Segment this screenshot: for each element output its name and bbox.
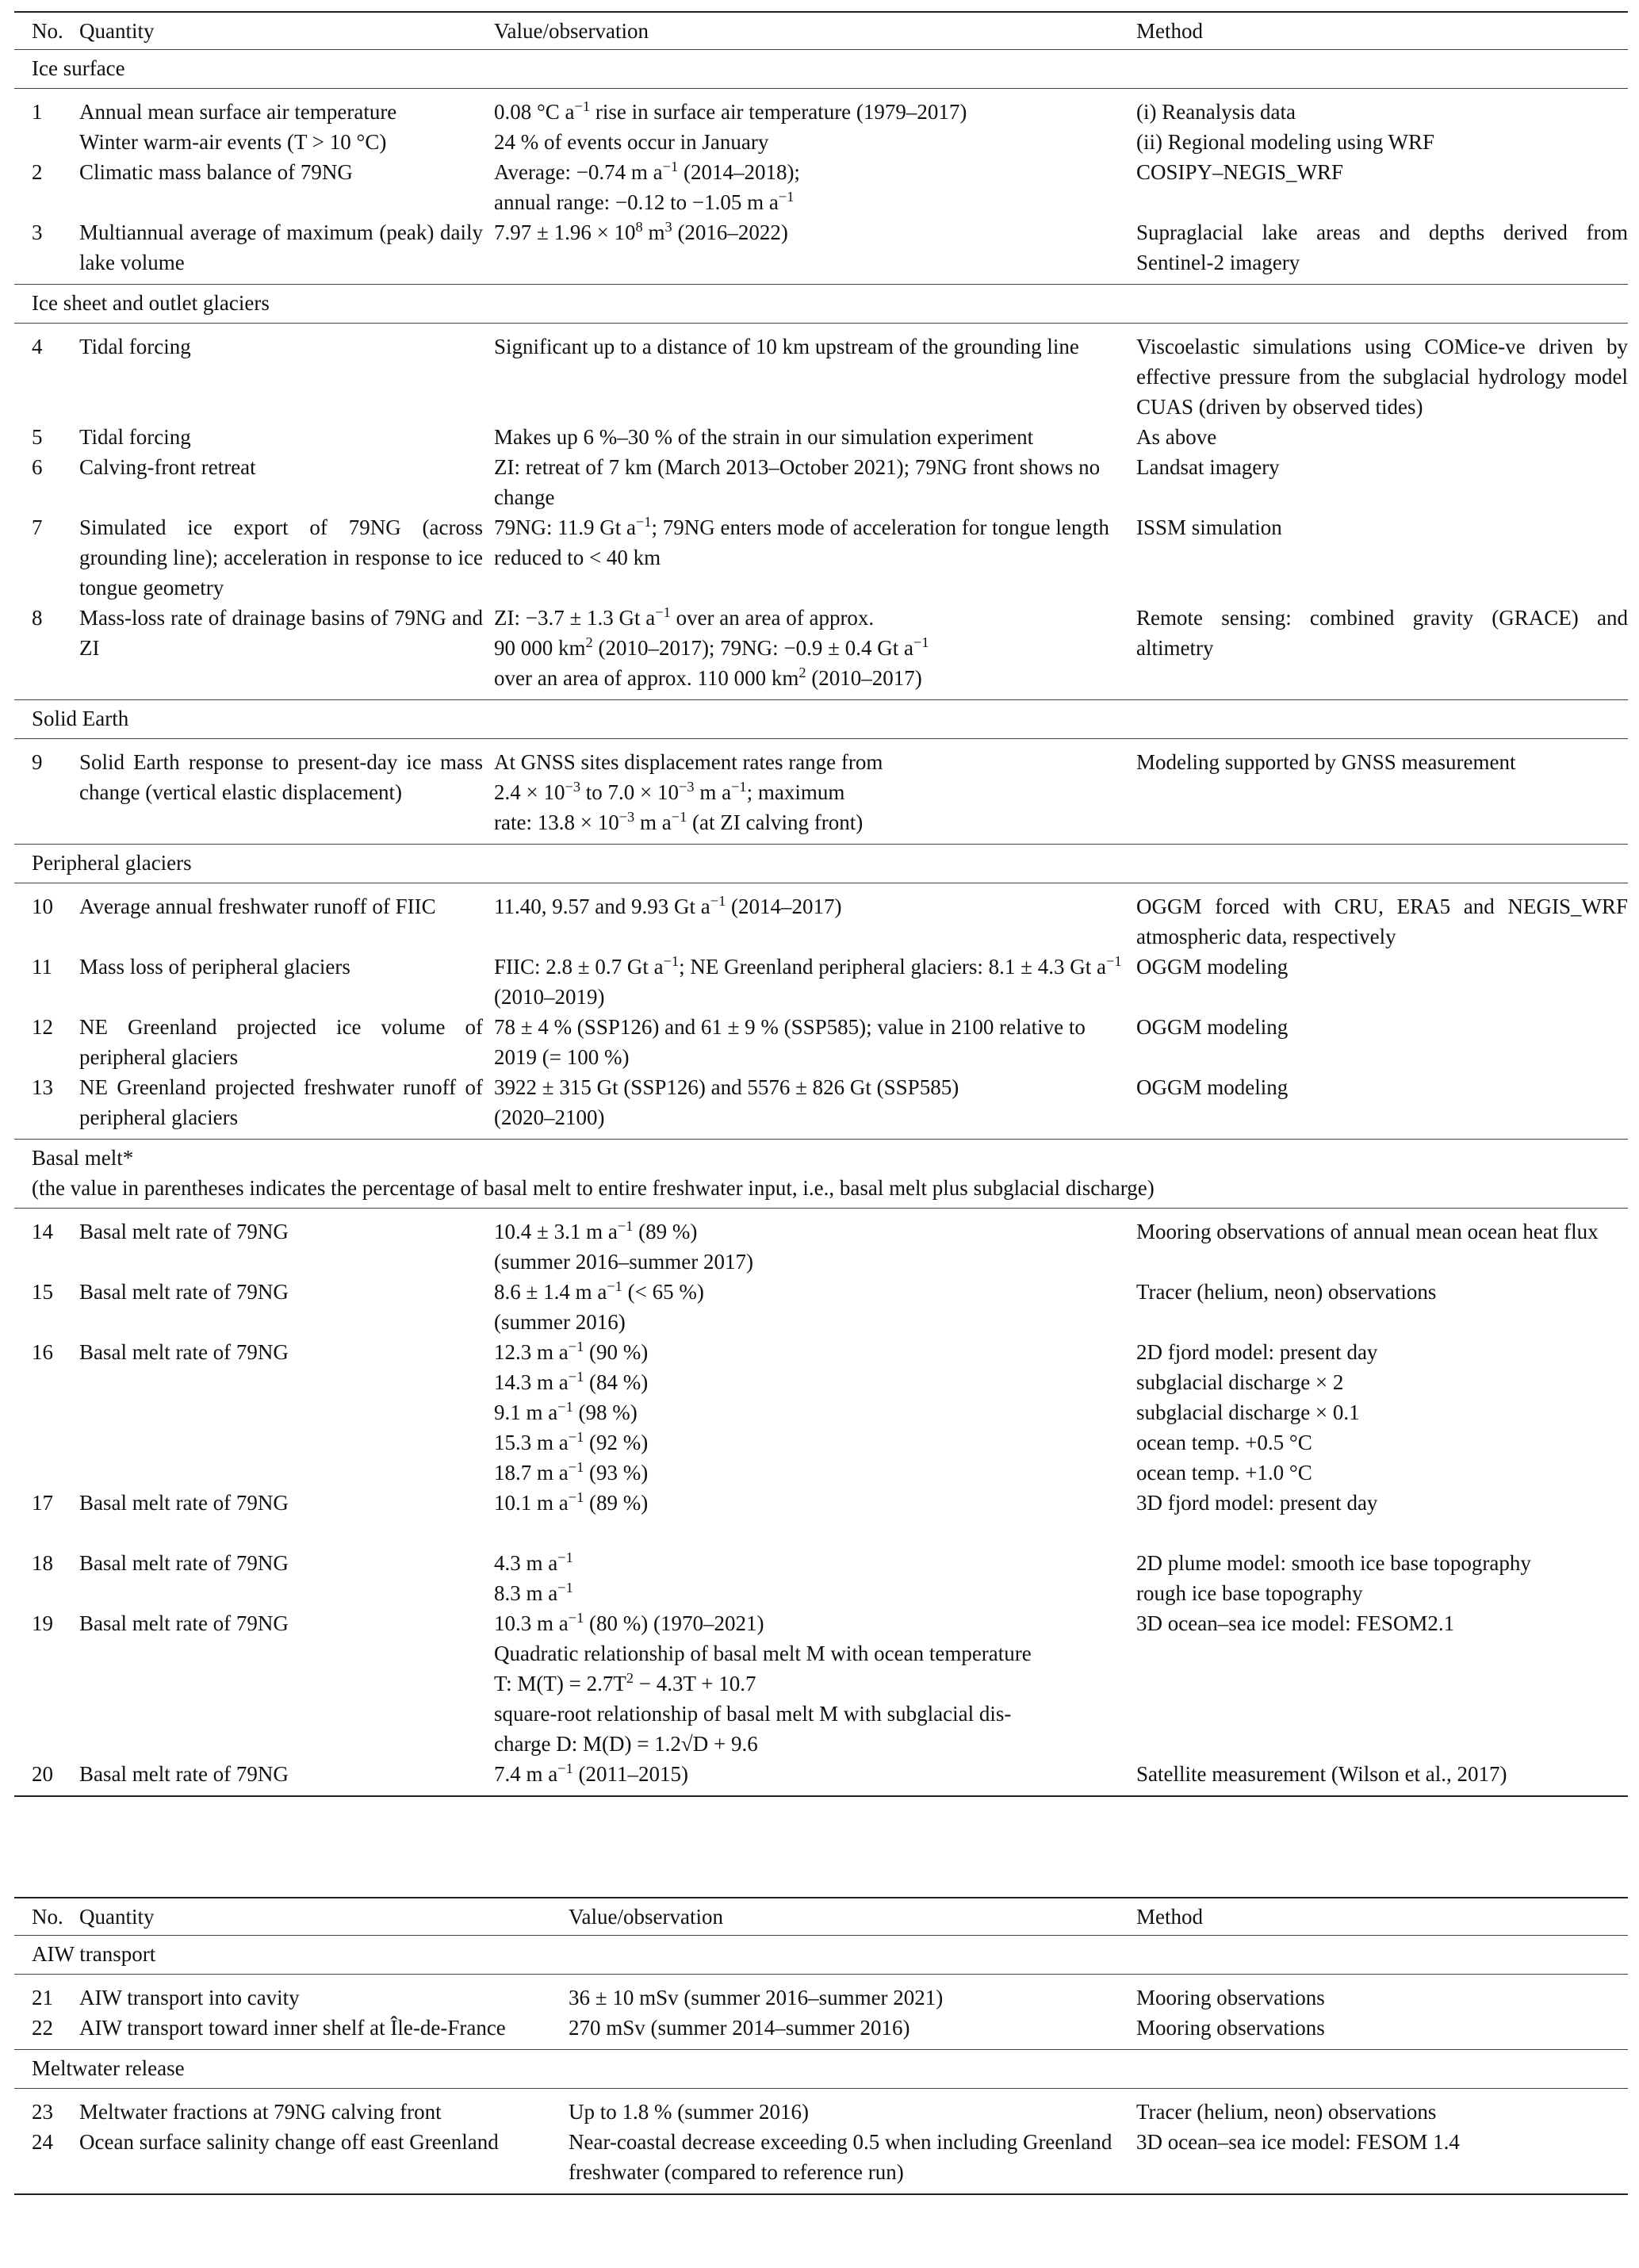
cell-line: 11.40, 9.57 and 9.93 Gt $a^{-1}$ (2014–2017) xyxy=(494,892,842,918)
cell-line: Basal melt rate of 79NG xyxy=(79,1280,289,1304)
value-cell xyxy=(569,2097,1136,2127)
cell-line: Basal melt rate of 79NG xyxy=(79,1551,289,1575)
cell-line: Tidal forcing xyxy=(79,335,191,358)
cell-line: ZI: −3.7 ± 1.3 Gt $a^{-1}$ over an area of approx. xyxy=(494,603,875,630)
header-method: Method xyxy=(1136,1905,1203,1929)
cell-line: Ocean surface salinity change off east Greenland xyxy=(79,2130,499,2154)
section-title: Ice sheet and outlet glaciers xyxy=(32,291,270,315)
row-number: 12 xyxy=(32,1015,53,1039)
cell-line: Annual mean surface air temperature xyxy=(79,100,397,124)
table-row xyxy=(14,2127,1628,2187)
quantity-cell xyxy=(79,1072,494,1132)
cell-line: Winter warm-air events (T > 10 °C) xyxy=(79,130,387,154)
cell-line: OGGM modeling xyxy=(1136,955,1289,979)
method-cell xyxy=(1136,1277,1628,1337)
cell-line: 3D ocean–sea ice model: FESOM 1.4 xyxy=(1136,2130,1460,2154)
method-cell xyxy=(1136,1608,1628,1759)
header-value: Value/observation xyxy=(569,1905,723,1929)
cell-line: Mass loss of peripheral glaciers xyxy=(79,955,350,979)
cell-line: Basal melt rate of 79NG xyxy=(79,1611,289,1635)
cell-line: 8.3 m $a^{-1}$ xyxy=(494,1579,573,1605)
cell-line: 10.3 m $a^{-1}$ (80 %) (1970–2021) xyxy=(494,1609,764,1635)
row-number: 8 xyxy=(32,606,43,630)
cell-line: OGGM modeling xyxy=(1136,1015,1289,1039)
quantity-cell xyxy=(79,603,494,693)
cell-line: Multiannual average of maximum (peak) daily lake volume xyxy=(79,220,483,274)
table-row xyxy=(14,2013,1628,2043)
cell-line: Climatic mass balance of 79NG xyxy=(79,160,353,184)
quantity-cell xyxy=(79,1488,494,1518)
value-cell xyxy=(494,747,1136,837)
value-cell xyxy=(494,1012,1136,1072)
row-gap xyxy=(14,1518,1628,1548)
cell-line: 3D fjord model: present day xyxy=(1136,1491,1378,1515)
value-cell xyxy=(494,1216,1136,1277)
section-body xyxy=(14,739,1628,844)
cell-line: charge D: M(D) = 1.2√D + 9.6 xyxy=(494,1732,758,1756)
cell-line: 2D fjord model: present day xyxy=(1136,1340,1378,1364)
cell-line: ocean temp. +0.5 °C xyxy=(1136,1431,1312,1454)
table-row xyxy=(14,2097,1628,2127)
cell-line: OGGM modeling xyxy=(1136,1075,1289,1099)
cell-line: AIW transport into cavity xyxy=(79,1986,300,2009)
cell-line: 12.3 m $a^{-1}$ (90 %) xyxy=(494,1338,649,1364)
cell-line: 9.1 m $a^{-1}$ (98 %) xyxy=(494,1398,638,1424)
cell-line: 4.3 m $a^{-1}$ xyxy=(494,1549,573,1575)
cell-line: Tracer (helium, neon) observations xyxy=(1136,1280,1437,1304)
section-title: AIW transport xyxy=(32,1942,156,1966)
table-row xyxy=(14,1608,1628,1759)
quantity-cell xyxy=(79,1012,494,1072)
table-header-row xyxy=(14,13,1628,49)
cell-line: Solid Earth response to present-day ice mass change (vertical elastic displacement) xyxy=(79,750,483,804)
section-title: Peripheral glaciers xyxy=(32,851,192,875)
row-number: 15 xyxy=(32,1280,53,1304)
row-number: 24 xyxy=(32,2130,53,2154)
cell-line: ocean temp. +1.0 °C xyxy=(1136,1461,1312,1485)
section-body xyxy=(14,1975,1628,2049)
method-cell xyxy=(1136,2013,1628,2043)
cell-line: Near-coastal decrease exceeding 0.5 when including Greenland freshwater (compared to reference run) xyxy=(569,2130,1112,2184)
quantity-cell xyxy=(79,1216,494,1277)
value-cell xyxy=(494,1608,1136,1759)
cell-line: Meltwater fractions at 79NG calving front xyxy=(79,2100,442,2124)
row-number: 4 xyxy=(32,335,43,358)
value-cell xyxy=(494,1072,1136,1132)
value-cell xyxy=(494,331,1136,422)
cell-line: Landsat imagery xyxy=(1136,455,1280,479)
cell-line: 270 mSv (summer 2014–summer 2016) xyxy=(569,2016,910,2040)
row-number: 14 xyxy=(32,1220,53,1243)
cell-line: Modeling supported by GNSS measurement xyxy=(1136,750,1516,774)
table-row xyxy=(14,1216,1628,1277)
cell-line: Tracer (helium, neon) observations xyxy=(1136,2100,1437,2124)
cell-line: 3922 ± 315 Gt (SSP126) and 5576 ± 826 Gt (SSP585) xyxy=(494,1075,959,1099)
cell-line: 79NG: 11.9 Gt $a^{-1}$; 79NG enters mode of acceleration for tongue length reduced to < 40 km xyxy=(494,513,1109,569)
cell-line: Simulated ice export of 79NG (across grounding line); acceleration in response to ice tongue geometry xyxy=(79,515,483,600)
cell-line: Mooring observations xyxy=(1136,1986,1325,2009)
row-number: 5 xyxy=(32,425,43,449)
table-row xyxy=(14,1488,1628,1518)
row-number: 17 xyxy=(32,1491,53,1515)
section-body xyxy=(14,324,1628,699)
cell-line: Satellite measurement (Wilson et al., 2017) xyxy=(1136,1762,1507,1786)
cell-line: Basal melt rate of 79NG xyxy=(79,1491,289,1515)
quantity-cell xyxy=(79,747,494,837)
method-cell xyxy=(1136,217,1628,278)
cell-line: 90 000 $km^2$ (2010–2017); 79NG: −0.9 ± 0.4 Gt $a^{-1}$ xyxy=(494,634,929,660)
cell-line: annual range: −0.12 to −1.05 m $a^{-1}$ xyxy=(494,188,795,214)
cell-line: Makes up 6 %–30 % of the strain in our simulation experiment xyxy=(494,425,1034,449)
cell-line: rough ice base topography xyxy=(1136,1581,1363,1605)
cell-line: (summer 2016) xyxy=(494,1310,626,1334)
cell-line: 7.4 m $a^{-1}$ (2011–2015) xyxy=(494,1760,689,1786)
table-row xyxy=(14,1548,1628,1608)
quantity-cell xyxy=(79,2013,569,2043)
header-no: No. xyxy=(32,19,63,43)
value-cell xyxy=(494,952,1136,1012)
table-1 xyxy=(14,11,1628,1797)
section-title: Solid Earth xyxy=(32,707,129,730)
cell-line: (summer 2016–summer 2017) xyxy=(494,1250,753,1274)
cell-line: ZI: retreat of 7 km (March 2013–October 2021); 79NG front shows no change xyxy=(494,455,1101,509)
table-row xyxy=(14,97,1628,157)
quantity-cell xyxy=(79,97,494,157)
header-quantity: Quantity xyxy=(79,1905,155,1929)
cell-line: Mooring observations xyxy=(1136,2016,1325,2040)
cell-line: Up to 1.8 % (summer 2016) xyxy=(569,2100,809,2124)
cell-line: 15.3 m $a^{-1}$ (92 %) xyxy=(494,1428,649,1454)
cell-line: square-root relationship of basal melt M with subglacial dis- xyxy=(494,1702,1012,1726)
row-number: 10 xyxy=(32,895,53,918)
cell-line: NE Greenland projected freshwater runoff of peripheral glaciers xyxy=(79,1075,483,1129)
table-bottom-rule xyxy=(14,1795,1628,1797)
cell-line: OGGM forced with CRU, ERA5 and NEGIS_WRF atmospheric data, respectively xyxy=(1136,895,1628,948)
table-row xyxy=(14,1277,1628,1337)
header-value: Value/observation xyxy=(494,19,649,43)
table-row xyxy=(14,157,1628,217)
cell-line: T: $M(T) = 2.7T^2 - 4.3T + 10.7$ xyxy=(494,1669,756,1695)
value-cell xyxy=(494,1277,1136,1337)
quantity-cell xyxy=(79,452,494,512)
table-bottom-rule xyxy=(14,2193,1628,2195)
value-cell xyxy=(494,1337,1136,1488)
value-cell xyxy=(569,1983,1136,2013)
method-cell xyxy=(1136,1488,1628,1518)
cell-line: 10.1 m $a^{-1}$ (89 %) xyxy=(494,1488,649,1515)
cell-line: 0.08 °C $a^{-1}$ rise in surface air temperature (1979–2017) xyxy=(494,98,967,124)
cell-line: ISSM simulation xyxy=(1136,515,1282,539)
cell-line: 78 ± 4 % (SSP126) and 61 ± 9 % (SSP585); value in 2100 relative to 2019 (= 100 %) xyxy=(494,1015,1086,1069)
table-2 xyxy=(14,1897,1628,2195)
method-cell xyxy=(1136,422,1628,452)
method-cell xyxy=(1136,1337,1628,1488)
cell-line: Basal melt rate of 79NG xyxy=(79,1220,289,1243)
row-number: 11 xyxy=(32,955,52,979)
row-number: 22 xyxy=(32,2016,53,2040)
cell-line: NE Greenland projected ice volume of peripheral glaciers xyxy=(79,1015,483,1069)
quantity-cell xyxy=(79,2127,569,2187)
table-row xyxy=(14,1072,1628,1132)
table-row xyxy=(14,952,1628,1012)
row-number: 23 xyxy=(32,2100,53,2124)
cell-line: 14.3 m $a^{-1}$ (84 %) xyxy=(494,1368,649,1394)
row-number: 13 xyxy=(32,1075,53,1099)
table-row xyxy=(14,1759,1628,1789)
quantity-cell xyxy=(79,952,494,1012)
table-row xyxy=(14,603,1628,693)
cell-line: Remote sensing: combined gravity (GRACE) and altimetry xyxy=(1136,606,1628,660)
row-number: 1 xyxy=(32,100,43,124)
quantity-cell xyxy=(79,1277,494,1337)
cell-line: (ii) Regional modeling using WRF xyxy=(1136,130,1434,154)
cell-line: FIIC: 2.8 ± 0.7 Gt $a^{-1}$; NE Greenland peripheral glaciers: 8.1 ± 4.3 Gt $a^{-1}$ (2010–2019) xyxy=(494,952,1122,1009)
quantity-cell xyxy=(79,1759,494,1789)
section-body xyxy=(14,883,1628,1139)
cell-line: 24 % of events occur in January xyxy=(494,130,769,154)
row-number: 18 xyxy=(32,1551,53,1575)
quantity-cell xyxy=(79,157,494,217)
cell-line: Basal melt rate of 79NG xyxy=(79,1340,289,1364)
row-number: 16 xyxy=(32,1340,53,1364)
cell-line: rate: $13.8 \times 10^{-3}$ m $a^{-1}$ (at ZI calving front) xyxy=(494,808,864,834)
cell-line: Average: −0.74 m $a^{-1}$ (2014–2018); xyxy=(494,158,800,184)
cell-line: Significant up to a distance of 10 km upstream of the grounding line xyxy=(494,335,1079,358)
cell-line: 3D ocean–sea ice model: FESOM2.1 xyxy=(1136,1611,1455,1635)
quantity-cell xyxy=(79,331,494,422)
table-row xyxy=(14,1337,1628,1488)
quantity-cell xyxy=(79,1337,494,1488)
cell-line: 2D plume model: smooth ice base topography xyxy=(1136,1551,1531,1575)
method-cell xyxy=(1136,2097,1628,2127)
table-row xyxy=(14,217,1628,278)
section-note: (the value in parentheses indicates the percentage of basal melt to entire freshwater input, i.e., basal melt plus subglacial discharge) xyxy=(32,1176,1155,1200)
section-body xyxy=(14,2089,1628,2193)
row-number: 7 xyxy=(32,515,43,539)
table-row xyxy=(14,422,1628,452)
value-cell xyxy=(494,452,1136,512)
cell-line: 36 ± 10 mSv (summer 2016–summer 2021) xyxy=(569,1986,944,2009)
method-cell xyxy=(1136,1012,1628,1072)
row-number: 9 xyxy=(32,750,43,774)
row-number: 3 xyxy=(32,220,43,244)
table-row xyxy=(14,331,1628,422)
cell-line: COSIPY–NEGIS_WRF xyxy=(1136,160,1344,184)
row-number: 19 xyxy=(32,1611,53,1635)
value-cell xyxy=(494,891,1136,952)
header-no: No. xyxy=(32,1905,63,1929)
cell-line: Quadratic relationship of basal melt M with ocean temperature xyxy=(494,1642,1032,1665)
value-cell xyxy=(494,512,1136,603)
section-title: Ice surface xyxy=(32,56,125,80)
value-cell xyxy=(494,1548,1136,1608)
cell-line: Supraglacial lake areas and depths derived from Sentinel-2 imagery xyxy=(1136,220,1628,274)
quantity-cell xyxy=(79,1983,569,2013)
quantity-cell xyxy=(79,1548,494,1608)
table-row xyxy=(14,512,1628,603)
cell-line: $7.97 \pm 1.96 \times 10^8$ $m^3$ (2016–2022) xyxy=(494,218,788,244)
value-cell xyxy=(494,422,1136,452)
method-cell xyxy=(1136,512,1628,603)
cell-line: Tidal forcing xyxy=(79,425,191,449)
quantity-cell xyxy=(79,422,494,452)
cell-line: (2020–2100) xyxy=(494,1105,605,1129)
method-cell xyxy=(1136,1548,1628,1608)
header-quantity: Quantity xyxy=(79,19,155,43)
quantity-cell xyxy=(79,2097,569,2127)
cell-line: Calving-front retreat xyxy=(79,455,256,479)
value-cell xyxy=(494,1759,1136,1789)
cell-line: AIW transport toward inner shelf at Île-de-France xyxy=(79,2016,506,2040)
method-cell xyxy=(1136,891,1628,952)
row-number: 6 xyxy=(32,455,43,479)
section-title: Basal melt* xyxy=(32,1146,134,1170)
cell-line: Average annual freshwater runoff of FIIC xyxy=(79,895,436,918)
cell-line: subglacial discharge × 2 xyxy=(1136,1370,1344,1394)
cell-line: At GNSS sites displacement rates range from xyxy=(494,750,883,774)
section-body xyxy=(14,1209,1628,1795)
header-method: Method xyxy=(1136,19,1203,43)
quantity-cell xyxy=(79,891,494,952)
cell-line: subglacial discharge × 0.1 xyxy=(1136,1400,1360,1424)
table-row xyxy=(14,1983,1628,2013)
cell-line: 10.4 ± 3.1 m $a^{-1}$ (89 %) xyxy=(494,1217,698,1243)
method-cell xyxy=(1136,952,1628,1012)
quantity-cell xyxy=(79,512,494,603)
section-body xyxy=(14,89,1628,284)
method-cell xyxy=(1136,331,1628,422)
row-number: 2 xyxy=(32,160,43,184)
row-number: 21 xyxy=(32,1986,53,2009)
value-cell xyxy=(494,157,1136,217)
method-cell xyxy=(1136,1072,1628,1132)
cell-line: over an area of approx. 110 000 $km^2$ (2010–2017) xyxy=(494,664,922,690)
table-row xyxy=(14,891,1628,952)
value-cell xyxy=(569,2127,1136,2187)
cell-line: (i) Reanalysis data xyxy=(1136,100,1296,124)
cell-line: Viscoelastic simulations using COMice-ve driven by effective pressure from the subglacial hydrology model CUAS (driven by observed tides) xyxy=(1136,335,1628,419)
value-cell xyxy=(494,97,1136,157)
table-header-row xyxy=(14,1898,1628,1935)
quantity-cell xyxy=(79,217,494,278)
value-cell xyxy=(494,603,1136,693)
table-row xyxy=(14,452,1628,512)
method-cell xyxy=(1136,747,1628,837)
cell-line: As above xyxy=(1136,425,1217,449)
cell-line: $2.4 \times 10^{-3}$ to $7.0 \times 10^{-3}$ m $a^{-1}$; maximum xyxy=(494,778,845,804)
method-cell xyxy=(1136,452,1628,512)
cell-line: Mooring observations of annual mean ocean heat flux xyxy=(1136,1220,1599,1243)
table-row xyxy=(14,1012,1628,1072)
value-cell xyxy=(494,1488,1136,1518)
cell-line: 8.6 ± 1.4 m $a^{-1}$ (< 65 %) xyxy=(494,1278,704,1304)
method-cell xyxy=(1136,2127,1628,2187)
cell-line: Mass-loss rate of drainage basins of 79NG and ZI xyxy=(79,606,483,660)
table-row xyxy=(14,747,1628,837)
method-cell xyxy=(1136,1759,1628,1789)
section-title: Meltwater release xyxy=(32,2056,185,2080)
quantity-cell xyxy=(79,1608,494,1759)
method-cell xyxy=(1136,1983,1628,2013)
method-cell xyxy=(1136,157,1628,217)
value-cell xyxy=(569,2013,1136,2043)
cell-line: Basal melt rate of 79NG xyxy=(79,1762,289,1786)
method-cell xyxy=(1136,97,1628,157)
method-cell xyxy=(1136,603,1628,693)
cell-line: 18.7 m $a^{-1}$ (93 %) xyxy=(494,1458,649,1485)
value-cell xyxy=(494,217,1136,278)
method-cell xyxy=(1136,1216,1628,1277)
row-number: 20 xyxy=(32,1762,53,1786)
